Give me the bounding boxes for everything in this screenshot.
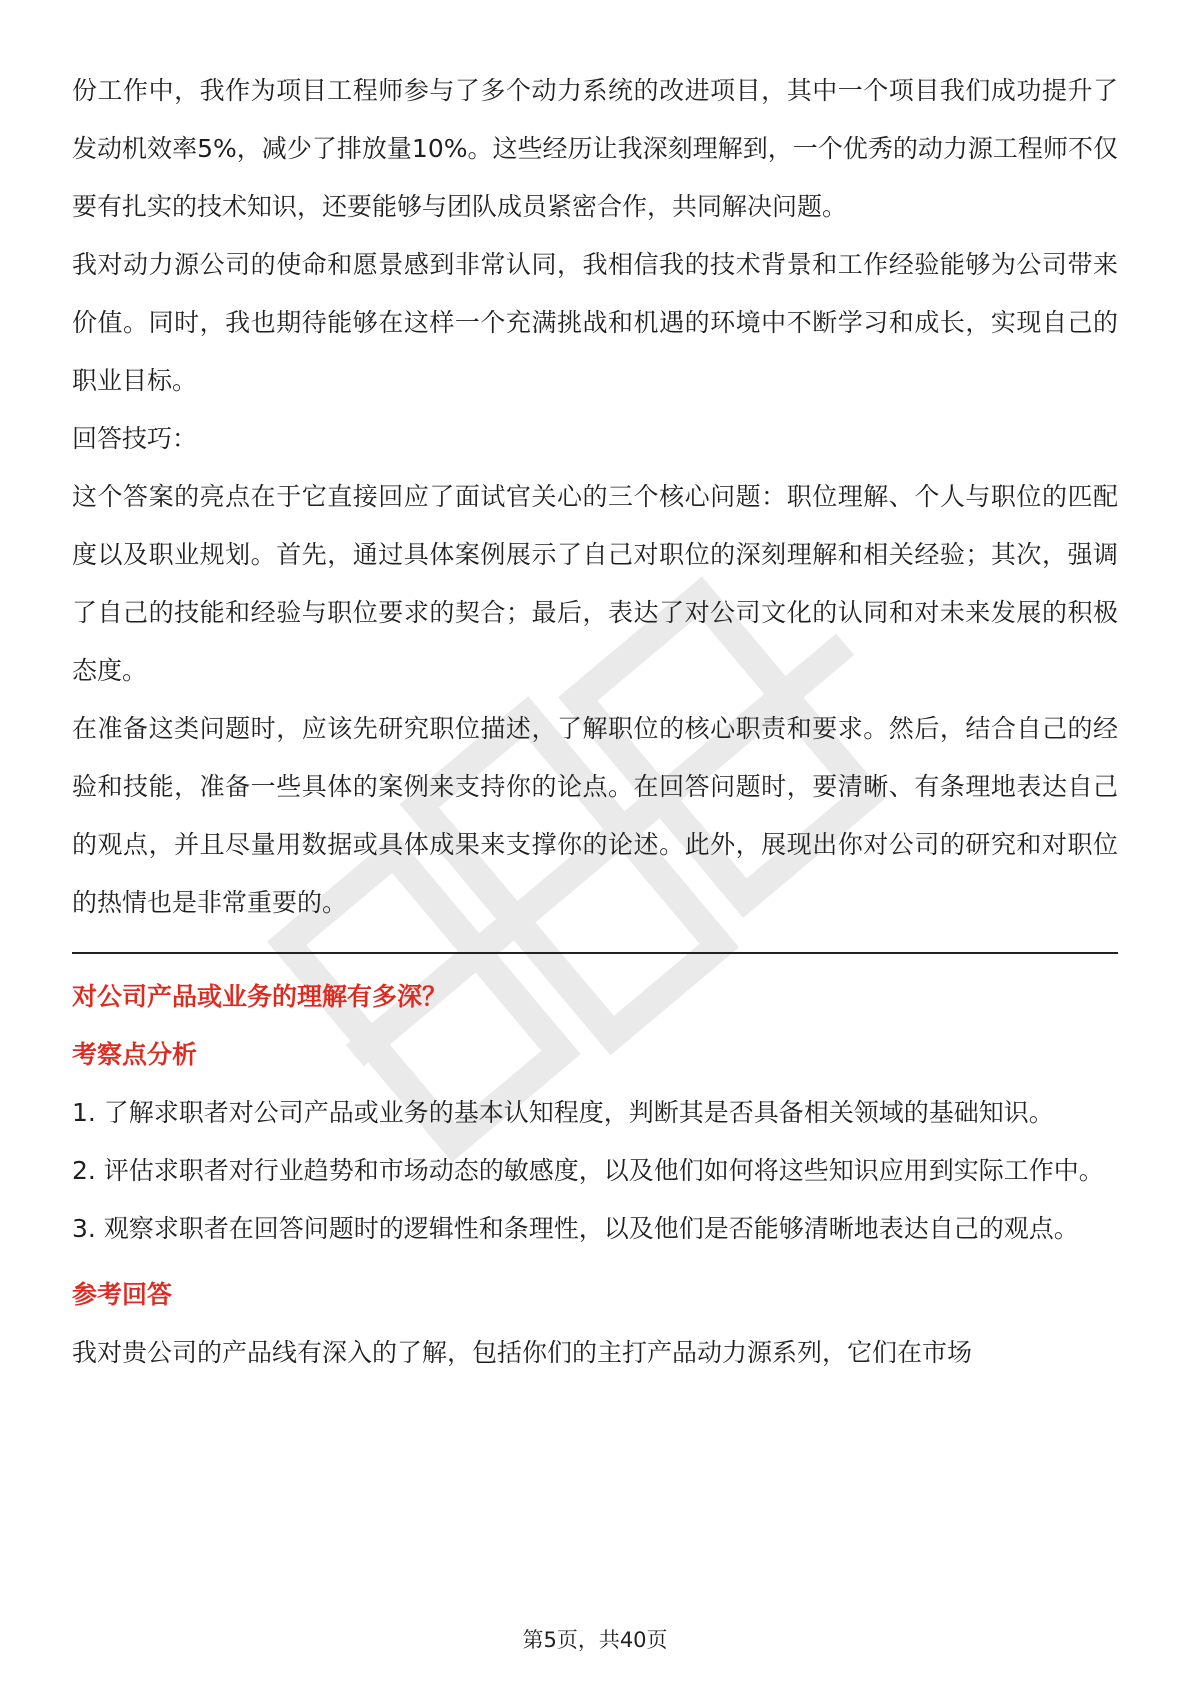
paragraph-highlight: 这个答案的亮点在于它直接回应了面试官关心的三个核心问题：职位理解、个人与职位的匹配度以及职业规划。首先，通过具体案例展示了自己对职位的深刻理解和相关经验；其次，强调了自己的技能和经验与职位要求的契合；最后，表达了对公司文化的认同和对未来发展的积极态度。 (72, 482, 1118, 685)
section-divider (72, 952, 1118, 954)
analysis-heading: 考察点分析 (72, 1040, 198, 1069)
reference-heading: 参考回答 (72, 1280, 173, 1309)
paragraph-preparation: 在准备这类问题时，应该先研究职位描述，了解职位的核心职责和要求。然后，结合自己的经验和技能，准备一些具体的案例来支持你的论点。在回答问题时，要清晰、有条理地表达自己的观点，并且尽量用数据或具体成果来支撑你的论述。此外，展现出你对公司的研究和对职位的热情也是非常重要的。 (72, 714, 1118, 917)
page-content (72, 62, 1118, 1382)
paragraph-experience: 份工作中，我作为项目工程师参与了多个动力系统的改进项目，其中一个项目我们成功提升了发动机效率5%，减少了排放量10%。这些经历让我深刻理解到，一个优秀的动力源工程师不仅要有扎实的技术知识，还要能够与团队成员紧密合作，共同解决问题。 (72, 76, 1118, 221)
question-title: 对公司产品或业务的理解有多深？ (72, 982, 448, 1011)
analysis-item-1: 1. 了解求职者对公司产品或业务的基本认知程度，判断其是否具备相关领域的基础知识。 (72, 1098, 1054, 1127)
analysis-item-2: 2. 评估求职者对行业趋势和市场动态的敏感度，以及他们如何将这些知识应用到实际工作中。 (72, 1156, 1104, 1185)
reference-answer-text: 我对贵公司的产品线有深入的了解，包括你们的主打产品动力源系列，它们在市场 (72, 1338, 973, 1367)
answer-tips-label: 回答技巧： (72, 424, 198, 453)
analysis-item-3: 3. 观察求职者在回答问题时的逻辑性和条理性，以及他们是否能够清晰地表达自己的观点。 (72, 1214, 1079, 1243)
paragraph-mission: 我对动力源公司的使命和愿景感到非常认同，我相信我的技术背景和工作经验能够为公司带来价值。同时，我也期待能够在这样一个充满挑战和机遇的环境中不断学习和成长，实现自己的职业目标。 (72, 250, 1118, 395)
page-number-footer: 第5页，共40页 (522, 1628, 668, 1652)
